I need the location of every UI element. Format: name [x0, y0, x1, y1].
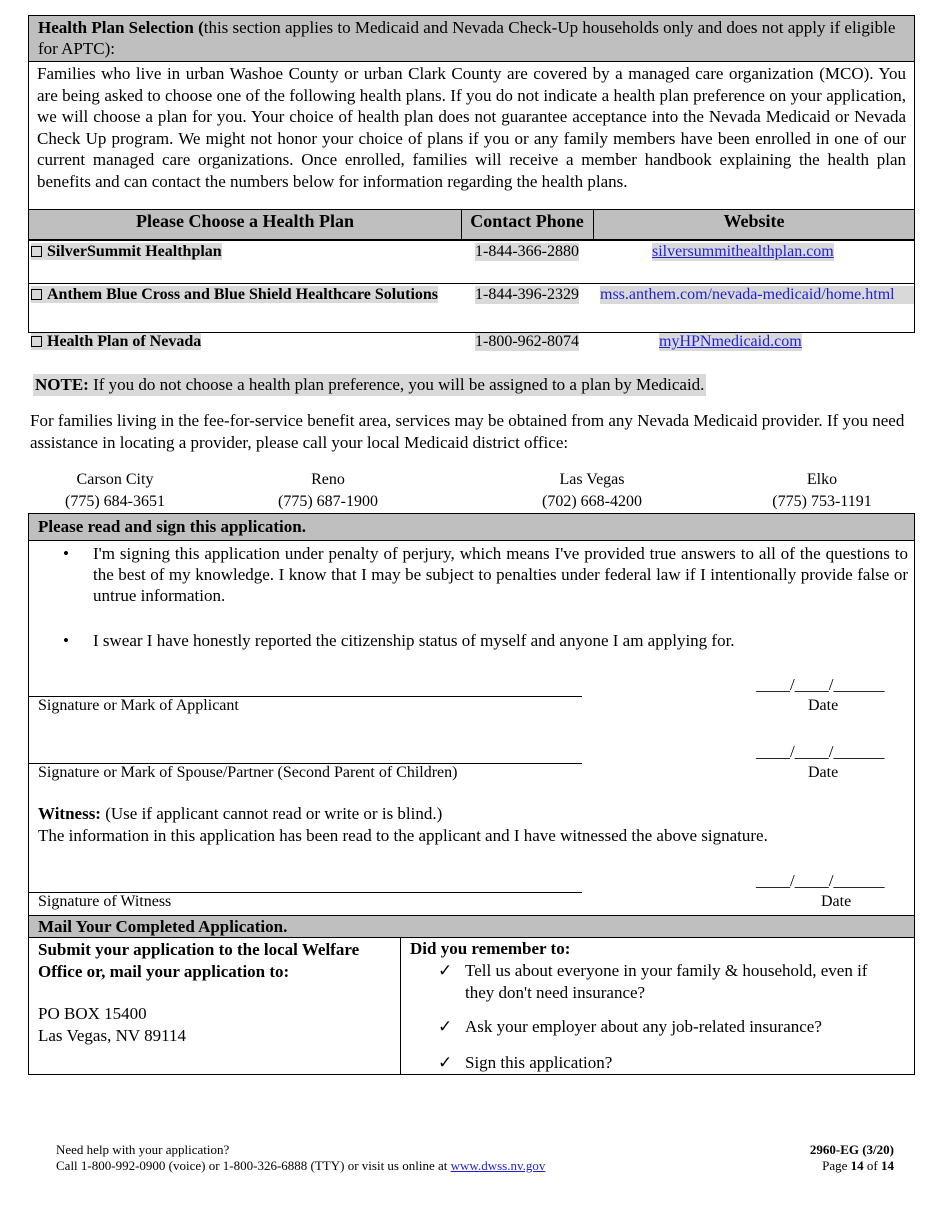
plan-phone: 1-800-962-8074	[475, 333, 579, 350]
plan-option-silversummit[interactable]: SilverSummit Healthplan	[31, 243, 222, 260]
plan-row	[31, 333, 201, 351]
remember-title: Did you remember to:	[410, 939, 571, 958]
checkmark-icon: ✓	[438, 1053, 453, 1072]
health-plan-header-note: this section applies to Medicaid and Nevada Check-Up households only and does not apply if eligible for APTC):	[38, 18, 896, 58]
applicant-date-field[interactable]: ____/____/______	[756, 675, 885, 694]
plan-website-link[interactable]: silversummithealthplan.com	[652, 243, 834, 260]
plan-row	[31, 286, 438, 304]
mail-header: Mail Your Completed Application.	[29, 916, 914, 938]
checkmark-icon: ✓	[438, 961, 453, 980]
health-plan-header	[29, 16, 914, 62]
applicant-signature-label: Signature or Mark of Applicant	[38, 697, 239, 714]
footer-help-line2: Call 1-800-992-0900 (voice) or 1-800-326-6888 (TTY) or visit us online at www.dwss.nv.gov	[56, 1158, 546, 1173]
footer-form-info	[720, 1142, 894, 1174]
checkbox-icon[interactable]	[31, 289, 42, 300]
plan-phone: 1-844-366-2880	[475, 243, 579, 260]
website-col-header: Website	[723, 211, 785, 231]
note-label: NOTE:	[35, 375, 89, 394]
office-elko: Elko (775) 753-1191	[772, 471, 872, 510]
page-number: Page 14 of 14	[822, 1158, 894, 1173]
checklist-item: ✓ Sign this application?	[438, 1053, 613, 1072]
spouse-signature-label: Signature or Mark of Spouse/Partner (Second Parent of Children)	[38, 764, 458, 781]
checklist-item: ✓ Tell us about everyone in your family & household, even if they don't need insurance?	[438, 961, 868, 1002]
health-plan-section	[28, 15, 915, 241]
phone-col-header: Contact Phone	[470, 211, 584, 231]
plan-option-anthem[interactable]: Anthem Blue Cross and Blue Shield Healthcare Solutions	[31, 286, 438, 303]
plan-col-header: Please Choose a Health Plan	[136, 211, 354, 231]
date-label: Date	[821, 893, 852, 910]
office-las-vegas: Las Vegas (702) 668-4200	[542, 471, 642, 510]
checkbox-icon[interactable]	[31, 246, 42, 257]
ffs-paragraph: For families living in the fee-for-service benefit area, services may be obtained from any Nevada Medicaid provider. If you need assistance in locating a provider, please call your local Medicaid district office:	[30, 411, 905, 452]
sign-header: Please read and sign this application.	[29, 514, 914, 541]
witness-signature-label: Signature of Witness	[38, 893, 172, 910]
witness-text: The information in this application has been read to the applicant and I have witnessed the above signature.	[38, 826, 768, 845]
plan-table-header	[28, 209, 915, 240]
date-label: Date	[808, 764, 839, 781]
checklist-item: ✓ Ask your employer about any job-related insurance?	[438, 1017, 822, 1036]
address-line-2: Las Vegas, NV 89114	[38, 1026, 186, 1045]
perjury-bullet: • I'm signing this application under penalty of perjury, which means I've provided true answers to all of the questions to the best of my knowledge. I know that I may be subject to penalties under federal law if I intentionally provide false or untrue information.	[63, 544, 908, 605]
submit-instructions: Submit your application to the local Welfare Office or, mail your application to:	[38, 940, 360, 981]
date-label: Date	[808, 697, 839, 714]
witness-heading	[38, 804, 442, 824]
health-plan-intro: Families who live in urban Washoe County or urban Clark County are covered by a managed care organization (MCO). You are being asked to choose one of the following health plans. If you do not indicate a health plan preference on your application, we will choose a plan for you. Your choice of health plan does not guarantee acceptance into the Nevada Medicaid or Nevada Check Up program. We might not honor your choice of plans if you or any family members have been enrolled in one of our current managed care organizations. Once enrolled, families will receive a member handbook explaining the health plan benefits and can contact the numbers below for information regarding the health plans.	[37, 64, 906, 191]
form-id: 2960-EG (3/20)	[809, 1142, 894, 1157]
plan-row	[31, 243, 222, 261]
witness-note: (Use if applicant cannot read or write or is blind.)	[105, 804, 443, 823]
bullet-icon: •	[63, 544, 69, 563]
plan-option-hpn[interactable]: Health Plan of Nevada	[31, 333, 201, 350]
footer-help	[56, 1142, 545, 1174]
dwss-website-link[interactable]: www.dwss.nv.gov	[450, 1158, 546, 1173]
bullet-icon: •	[63, 631, 69, 650]
mailing-address	[38, 1003, 186, 1047]
note-banner	[33, 374, 706, 396]
plan-phone: 1-844-396-2329	[475, 286, 579, 303]
witness-date-field[interactable]: ____/____/______	[756, 871, 885, 890]
witness-label: Witness:	[38, 804, 101, 823]
office-reno: Reno (775) 687-1900	[278, 471, 378, 510]
footer-help-line1: Need help with your application?	[56, 1142, 230, 1157]
note-text: If you do not choose a health plan preference, you will be assigned to a plan by Medicaid.	[93, 375, 705, 394]
checkmark-icon: ✓	[438, 1017, 453, 1036]
spouse-date-field[interactable]: ____/____/______	[756, 742, 885, 761]
citizenship-bullet: • I swear I have honestly reported the citizenship status of myself and anyone I am applying for.	[63, 631, 735, 650]
plan-website-link[interactable]: myHPNmedicaid.com	[659, 333, 802, 350]
plan-website-link[interactable]: mss.anthem.com/nevada-medicaid/home.html	[600, 286, 914, 304]
address-line-1: PO BOX 15400	[38, 1004, 147, 1023]
checkbox-icon[interactable]	[31, 336, 42, 347]
health-plan-header-title: Health Plan Selection (	[38, 18, 204, 37]
office-carson-city: Carson City (775) 684-3651	[65, 471, 165, 510]
